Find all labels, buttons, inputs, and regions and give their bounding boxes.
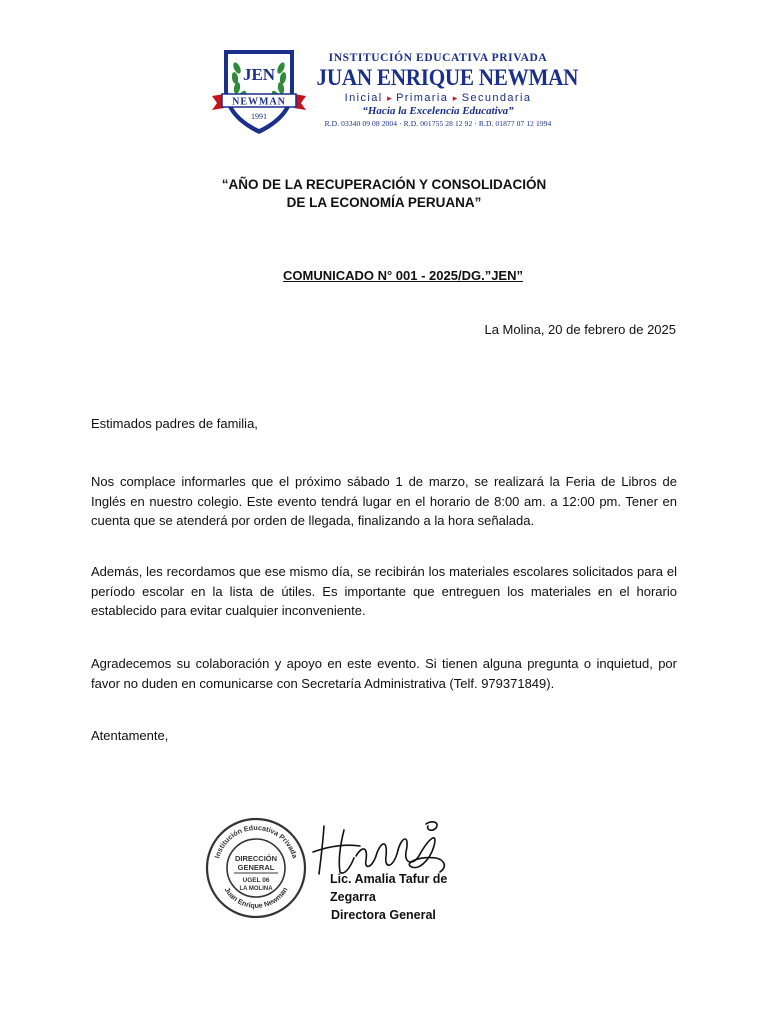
svg-text:LA MOLINA: LA MOLINA (239, 886, 273, 892)
body-paragraph-3: Agradecemos su colaboración y apoyo en este evento. Si tienen alguna pregunta o inquietud, por favor no duden en comunicarse con Secretaría Administrativa (Telf. 979371849). (91, 656, 677, 691)
svg-text:Juan Enrique Newman: Juan Enrique Newman (222, 885, 290, 911)
level-primaria: Primaria (396, 92, 449, 104)
signer-block (330, 870, 490, 924)
school-crest-logo (210, 46, 308, 138)
bullet-icon: ▸ (452, 93, 458, 103)
body-paragraph-1: Nos complace informarles que el próximo sábado 1 de marzo, se realizará la Feria de Libros de Inglés en nuestro colegio. Este evento tendrá lugar en el horario de 8:00 am. a 12:00 pm. Tener en cuenta que se atenderá por orden de llegada, finalizando a la hora señalada. (91, 474, 677, 528)
signer-name: Lic. Amalia Tafur de Zegarra (330, 872, 448, 904)
year-motto-line-2: DE LA ECONOMÍA PERUANA” (286, 195, 482, 210)
school-identity (306, 52, 579, 128)
svg-text:JEN: JEN (242, 65, 276, 84)
communique-title: COMUNICADO N° 001 - 2025/DG.”JEN” (283, 268, 523, 283)
place-date: La Molina, 20 de febrero de 2025 (484, 322, 676, 337)
closing: Atentamente, (91, 728, 169, 743)
body-paragraph-2: Además, les recordamos que ese mismo día, se recibirán los materiales escolares solicitados para el período escolar en la lista de útiles. Es importante que entreguen los materiales en el horario establecido para evitar cualquier inconveniente. (91, 564, 677, 618)
official-seal-stamp (204, 816, 308, 920)
salutation: Estimados padres de familia, (91, 416, 258, 431)
svg-text:GENERAL: GENERAL (237, 863, 275, 872)
year-motto-line-1: “AÑO DE LA RECUPERACIÓN Y CONSOLIDACIÓN (221, 177, 547, 192)
resolution-numbers: R.D. 03340 09 08 2004 · R.D. 001755 28 12 92 · R.D. 01877 07 12 1994 (324, 119, 552, 128)
svg-text:UGEL 06: UGEL 06 (242, 877, 270, 884)
institution-kicker: INSTITUCIÓN EDUCATIVA PRIVADA (328, 52, 548, 64)
level-inicial: Inicial (344, 92, 383, 104)
school-name: JUAN ENRIQUE NEWMAN (316, 65, 579, 90)
signer-role: Directora General (331, 908, 436, 922)
school-levels (306, 92, 570, 104)
school-motto: “Hacia la Excelencia Educativa” (362, 105, 514, 117)
letterhead (0, 0, 768, 150)
svg-text:DIRECCIÓN: DIRECCIÓN (234, 854, 278, 863)
level-secundaria: Secundaria (461, 92, 532, 104)
year-motto (0, 176, 768, 212)
svg-text:NEWMAN: NEWMAN (232, 96, 286, 108)
svg-text:1991: 1991 (251, 112, 267, 121)
bullet-icon: ▸ (387, 93, 392, 103)
svg-text:Institución Educativa Privada: Institución Educativa Privada (212, 822, 300, 860)
